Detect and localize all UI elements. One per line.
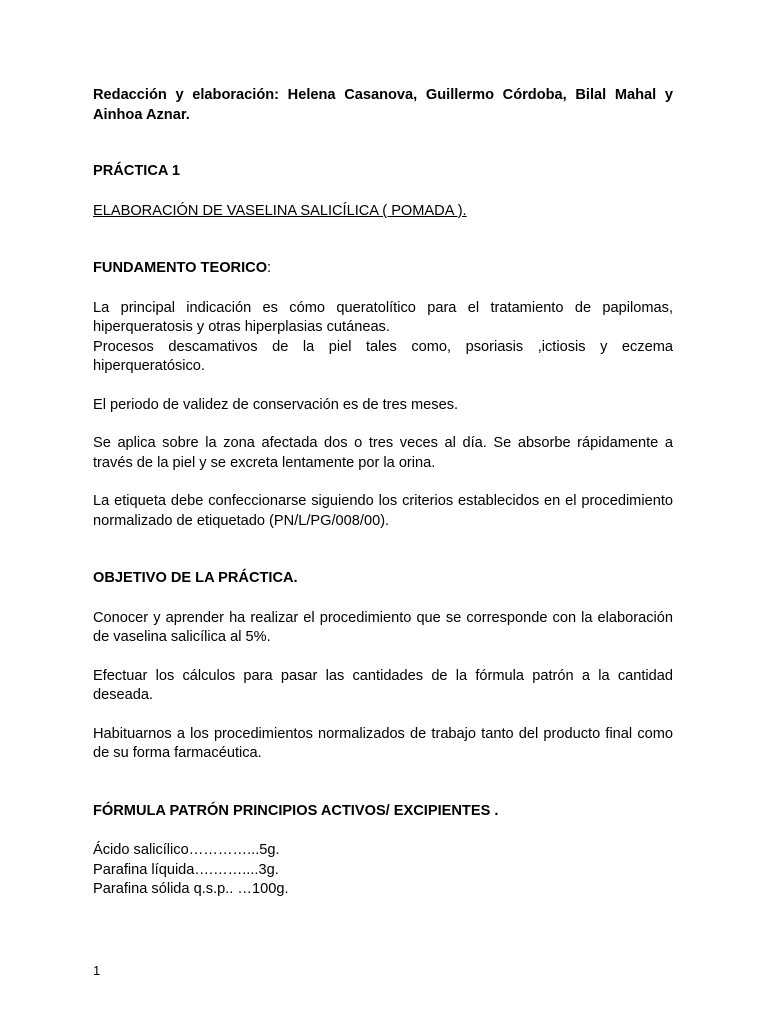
formula-heading: FÓRMULA PATRÓN PRINCIPIOS ACTIVOS/ EXCIPIENTES .: [93, 802, 499, 819]
formula-item-parafina-solida: Parafina sólida q.s.p.. …100g.: [93, 881, 289, 897]
fundamento-paragraph-4: Se aplica sobre la zona afectada dos o tres veces al día. Se absorbe rápidamente a través de la piel y se excreta lentamente por la orina.: [93, 435, 673, 471]
fundamento-paragraph-5: La etiqueta debe confeccionarse siguiendo los criterios establecidos en el procedimiento normalizado de etiquetado (PN/L/PG/008/00).: [93, 493, 673, 529]
fundamento-paragraph-1: La principal indicación es cómo queratolítico para el tratamiento de papilomas, hiperqueratosis y otras hiperplasias cutáneas.: [93, 299, 673, 335]
authors-line: Redacción y elaboración: Helena Casanova, Guillermo Córdoba, Bilal Mahal y Ainhoa Aznar.: [93, 87, 673, 123]
objetivo-heading: OBJETIVO DE LA PRÁCTICA.: [93, 570, 298, 586]
practice-subtitle: ELABORACIÓN DE VASELINA SALICÍLICA ( POMADA ).: [93, 202, 467, 219]
page-number: 1: [93, 963, 101, 978]
formula-item-acido-salicilico: Ácido salicílico…………...5g.: [93, 842, 280, 858]
practice-title: PRÁCTICA 1: [93, 163, 181, 179]
objetivo-paragraph-2: Efectuar los cálculos para pasar las cantidades de la fórmula patrón a la cantidad deseada.: [93, 667, 673, 703]
fundamento-heading: FUNDAMENTO TEORICO: [93, 260, 268, 276]
fundamento-heading-line: [93, 259, 673, 279]
objetivo-paragraph-1: Conocer y aprender ha realizar el procedimiento que se corresponde con la elaboración de vaselina salicílica al 5%.: [93, 609, 673, 645]
fundamento-paragraph-2: Procesos descamativos de la piel tales como, psoriasis ,ictiosis y eczema hiperqueratósico.: [93, 338, 673, 374]
document-page: [93, 86, 673, 900]
formula-item-parafina-liquida: Parafina líquida….……....3g.: [93, 861, 279, 878]
objetivo-paragraph-3: Habituarnos a los procedimientos normalizados de trabajo tanto del producto final como de su forma farmacéutica.: [93, 725, 673, 761]
fundamento-heading-suffix: :: [267, 260, 272, 276]
fundamento-paragraph-3: El periodo de validez de conservación es de tres meses.: [93, 396, 459, 413]
